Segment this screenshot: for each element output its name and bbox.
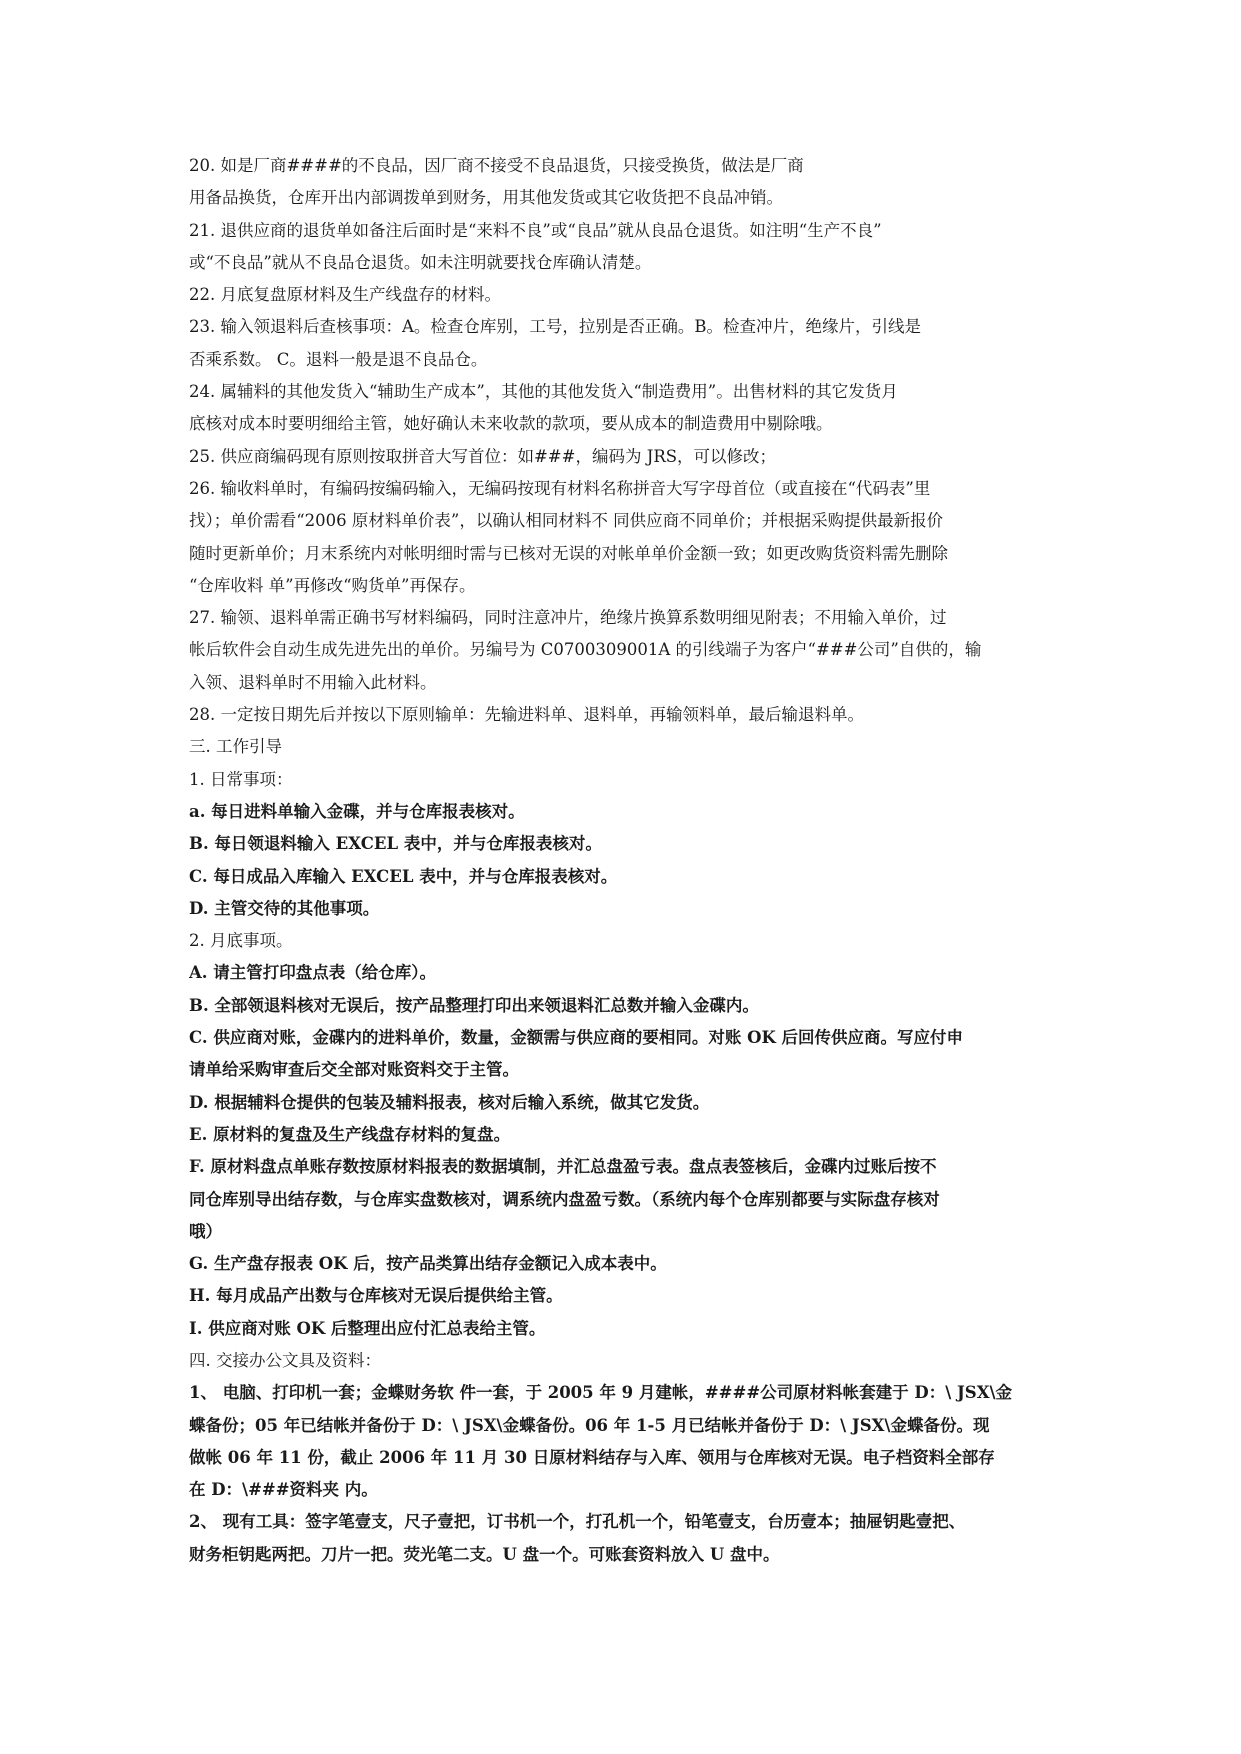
text-line: 或“不良品”就从不良品仓退货。如未注明就要找仓库确认清楚。 xyxy=(189,252,652,272)
text-line: C. 每日成品入库输入 EXCEL 表中，并与仓库报表核对。 xyxy=(189,866,618,886)
text-line: 26. 输收料单时，有编码按编码输入，无编码按现有材料名称拼音大写字母首位（或直接在“代码表”里 xyxy=(189,478,931,498)
text-line: 随时更新单价；月末系统内对帐明细时需与已核对无误的对帐单单价金额一致；如更改购货资料需先删除 xyxy=(189,543,948,563)
text-line: 27. 输领、退料单需正确书写材料编码，同时注意冲片，绝缘片换算系数明细见附表；不用输入单价，过 xyxy=(189,608,947,628)
text-line: 财务柜钥匙两把。刀片一把。荧光笔二支。U 盘一个。可账套资料放入 U 盘中。 xyxy=(189,1544,780,1564)
text-line: F. 原材料盘点单账存数按原材料报表的数据填制，并汇总盘盈亏表。盘点表签核后，金碟内过账后按不 xyxy=(189,1157,937,1177)
text-line: a. 每日进料单输入金碟，并与仓库报表核对。 xyxy=(189,801,525,821)
text-line: 三. 工作引导 xyxy=(189,737,282,757)
text-line: 入领、退料单时不用输入此材料。 xyxy=(189,672,437,692)
text-line: 帐后软件会自动生成先进先出的单价。另编号为 C0700309001A 的引线端子为客户“###公司”自供的，输 xyxy=(189,640,982,660)
text-line: 用备品换货，仓库开出内部调拨单到财务，用其他发货或其它收货把不良品冲销。 xyxy=(189,188,783,208)
text-line: A. 请主管打印盘点表（给仓库）。 xyxy=(189,963,437,983)
text-line: D. 根据辅料仓提供的包装及辅料报表，核对后输入系统，做其它发货。 xyxy=(189,1092,710,1112)
text-line: 2、 现有工具：签字笔壹支，尺子壹把，订书机一个，打孔机一个，铅笔壹支，台历壹本；抽屉钥匙壹把、 xyxy=(189,1512,966,1532)
text-line: I. 供应商对账 OK 后整理出应付汇总表给主管。 xyxy=(189,1318,546,1338)
document-body xyxy=(189,150,1059,1571)
text-line: 2. 月底事项。 xyxy=(189,931,293,951)
text-line: 24. 属辅料的其他发货入“辅助生产成本”，其他的其他发货入“制造费用”。出售材料的其它发货月 xyxy=(189,382,898,402)
text-line: 否乘系数。 C。退料一般是退不良品仓。 xyxy=(189,349,488,369)
text-line: 底核对成本时要明细给主管，她好确认未来收款的款项，要从成本的制造费用中剔除哦。 xyxy=(189,414,833,434)
text-line: 1. 日常事项： xyxy=(189,769,293,789)
text-line: 哦） xyxy=(189,1221,222,1241)
text-line: 请单给采购审查后交全部对账资料交于主管。 xyxy=(189,1060,519,1080)
text-line: 找）；单价需看“2006 原材料单价表”，以确认相同材料不 同供应商不同单价；并根据采购提供最新报价 xyxy=(189,511,944,531)
text-line: G. 生产盘存报表 OK 后，按产品类算出结存金额记入成本表中。 xyxy=(189,1254,667,1274)
text-line: 23. 输入领退料后查核事项：A。检查仓库别，工号，拉别是否正确。B。检查冲片，绝缘片，引线是 xyxy=(189,317,922,337)
text-line: 28. 一定按日期先后并按以下原则输单：先输进料单、退料单，再输领料单，最后输退料单。 xyxy=(189,705,864,725)
text-line: C. 供应商对账，金碟内的进料单价，数量，金额需与供应商的要相同。对账 OK 后回传供应商。写应付申 xyxy=(189,1028,964,1048)
text-line: 21. 退供应商的退货单如备注后面时是“来料不良”或“良品”就从良品仓退货。如注明“生产不良” xyxy=(189,220,882,240)
text-line: B. 全部领退料核对无误后，按产品整理打印出来领退料汇总数并输入金碟内。 xyxy=(189,995,759,1015)
text-line: “仓库收料 单”再修改“购货单”再保存。 xyxy=(189,575,476,595)
text-line: 四. 交接办公文具及资料： xyxy=(189,1350,381,1370)
text-line: 1、 电脑、打印机一套；金蝶财务软 件一套，于 2005 年 9 月建帐，####公司原材料帐套建于 D：\ JSX\金 xyxy=(189,1383,1013,1403)
text-line: 25. 供应商编码现有原则按取拼音大写首位：如###，编码为 JRS，可以修改； xyxy=(189,446,777,466)
text-line: 20. 如是厂商####的不良品，因厂商不接受不良品退货，只接受换货，做法是厂商 xyxy=(189,156,804,175)
text-line: 22. 月底复盘原材料及生产线盘存的材料。 xyxy=(189,285,501,305)
text-line: 同仓库别导出结存数，与仓库实盘数核对，调系统内盘盈亏数。（系统内每个仓库别都要与实际盘存核对 xyxy=(189,1189,940,1209)
text-line: E. 原材料的复盘及生产线盘存材料的复盘。 xyxy=(189,1124,511,1144)
text-line: 蝶备份；05 年已结帐并备份于 D：\ JSX\金蝶备份。06 年 1-5 月已结帐并备份于 D：\ JSX\金蝶备份。现 xyxy=(189,1415,990,1435)
text-line: B. 每日领退料输入 EXCEL 表中，并与仓库报表核对。 xyxy=(189,834,602,854)
text-line: D. 主管交待的其他事项。 xyxy=(189,898,380,918)
text-line: 做帐 06 年 11 份，截止 2006 年 11 月 30 日原材料结存与入库、领用与仓库核对无误。电子档资料全部存 xyxy=(189,1447,995,1467)
text-line: H. 每月成品产出数与仓库核对无误后提供给主管。 xyxy=(189,1286,563,1306)
text-line: 在 D：\###资料夹 内。 xyxy=(189,1480,378,1500)
